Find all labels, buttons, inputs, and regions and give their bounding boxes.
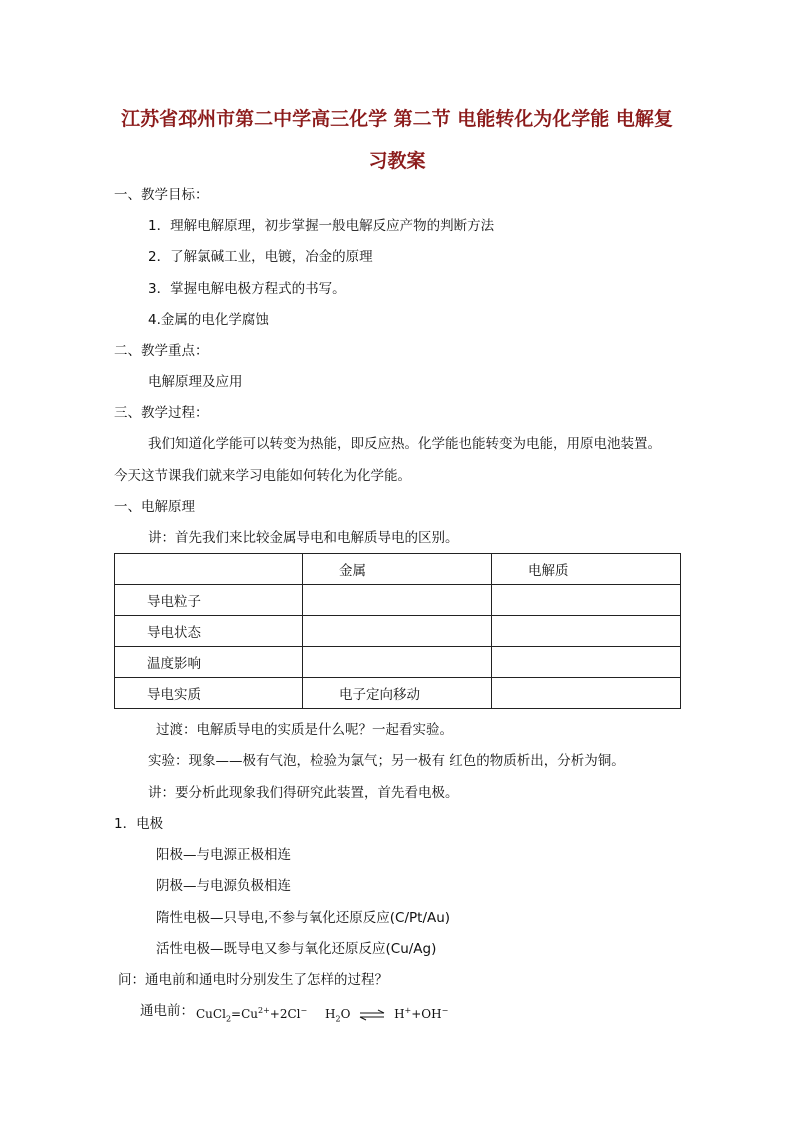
question-line: 问：通电前和通电时分别发生了怎样的过程？ [118, 972, 388, 988]
before-current-label: 通电前： [140, 1003, 194, 1019]
eq-superscript: − [441, 1006, 449, 1015]
table-row [115, 585, 681, 616]
table-cell [492, 616, 681, 647]
table-row [115, 647, 681, 678]
cathode-line: 阴极—与电源负极相连 [156, 878, 291, 894]
dissociation-equation-cucl2 [196, 1002, 307, 1028]
electrode-heading: 1．电极 [114, 816, 164, 832]
eq-part: H [325, 1007, 336, 1021]
goal-item-4: 4.金属的电化学腐蚀 [148, 312, 269, 328]
lecture-line-2: 讲：要分析此现象我们得研究此装置，首先看电极。 [148, 785, 459, 801]
lecture-line-1: 讲：首先我们来比较金属导电和电解质导电的区别。 [148, 530, 459, 546]
table-row [115, 616, 681, 647]
intro-paragraph-line1: 我们知道化学能可以转变为热能，即反应热。化学能也能转变为电能，用原电池装置。 [148, 436, 661, 452]
goal-item-2: 2．了解氯碱工业，电镀，冶金的原理 [148, 249, 373, 265]
table-header-row [115, 554, 681, 585]
table-header-cell: 电解质 [492, 554, 681, 585]
part1-heading: 一、电解原理 [114, 499, 195, 515]
equilibrium-arrow-icon [358, 1009, 386, 1021]
table-cell [303, 616, 492, 647]
anode-line: 阳极—与电源正极相连 [156, 847, 291, 863]
table-cell: 导电粒子 [115, 585, 303, 616]
active-electrode-line: 活性电极—既导电又参与氧化还原反应(Cu/Ag) [156, 941, 437, 957]
document-title-line2: 习教案 [368, 150, 426, 172]
eq-superscript: − [300, 1006, 308, 1015]
table-cell [303, 647, 492, 678]
eq-subscript: 2 [225, 1014, 232, 1024]
intro-paragraph-line2: 今天这节课我们就来学习电能如何转化为化学能。 [114, 468, 411, 484]
table-cell: 导电实质 [115, 678, 303, 709]
key-points-text: 电解原理及应用 [148, 374, 243, 390]
eq-part: +2Cl [269, 1007, 301, 1021]
eq-subscript: 2 [335, 1014, 341, 1024]
eq-part: CuCl [196, 1007, 226, 1021]
process-heading: 三、教学过程： [114, 405, 209, 421]
document-title-line1: 江苏省邳州市第二中学高三化学 第二节 电能转化为化学能 电解复 [121, 108, 673, 130]
table-cell [492, 678, 681, 709]
table-cell [492, 647, 681, 678]
transition-line: 过渡：电解质导电的实质是什么呢？一起看实验。 [156, 722, 453, 738]
water-equilibrium-equation [325, 1002, 448, 1028]
eq-part: +OH [411, 1007, 442, 1021]
eq-superscript: + [404, 1006, 412, 1015]
table-cell [492, 585, 681, 616]
eq-part: H [394, 1007, 405, 1021]
eq-part: =Cu [231, 1007, 258, 1021]
goal-item-3: 3．掌握电解电极方程式的书写。 [148, 281, 346, 297]
table-row [115, 678, 681, 709]
goals-heading: 一、教学目标： [114, 187, 209, 203]
table-cell: 电子定向移动 [303, 678, 492, 709]
experiment-line: 实验：现象——极有气泡，检验为氯气；另一极有 红色的物质析出，分析为铜。 [148, 753, 625, 769]
eq-superscript: 2+ [258, 1006, 270, 1015]
table-header-cell: 金属 [303, 554, 492, 585]
goal-item-1: 1．理解电解原理，初步掌握一般电解反应产物的判断方法 [148, 218, 495, 234]
table-cell: 导电状态 [115, 616, 303, 647]
table-cell [303, 585, 492, 616]
comparison-table [114, 553, 681, 709]
eq-part: O [340, 1007, 351, 1021]
table-cell: 温度影响 [115, 647, 303, 678]
table-header-cell [115, 554, 303, 585]
inert-electrode-line: 隋性电极—只导电,不参与氧化还原反应(C/Pt/Au) [156, 910, 451, 926]
key-points-heading: 二、教学重点： [114, 343, 209, 359]
